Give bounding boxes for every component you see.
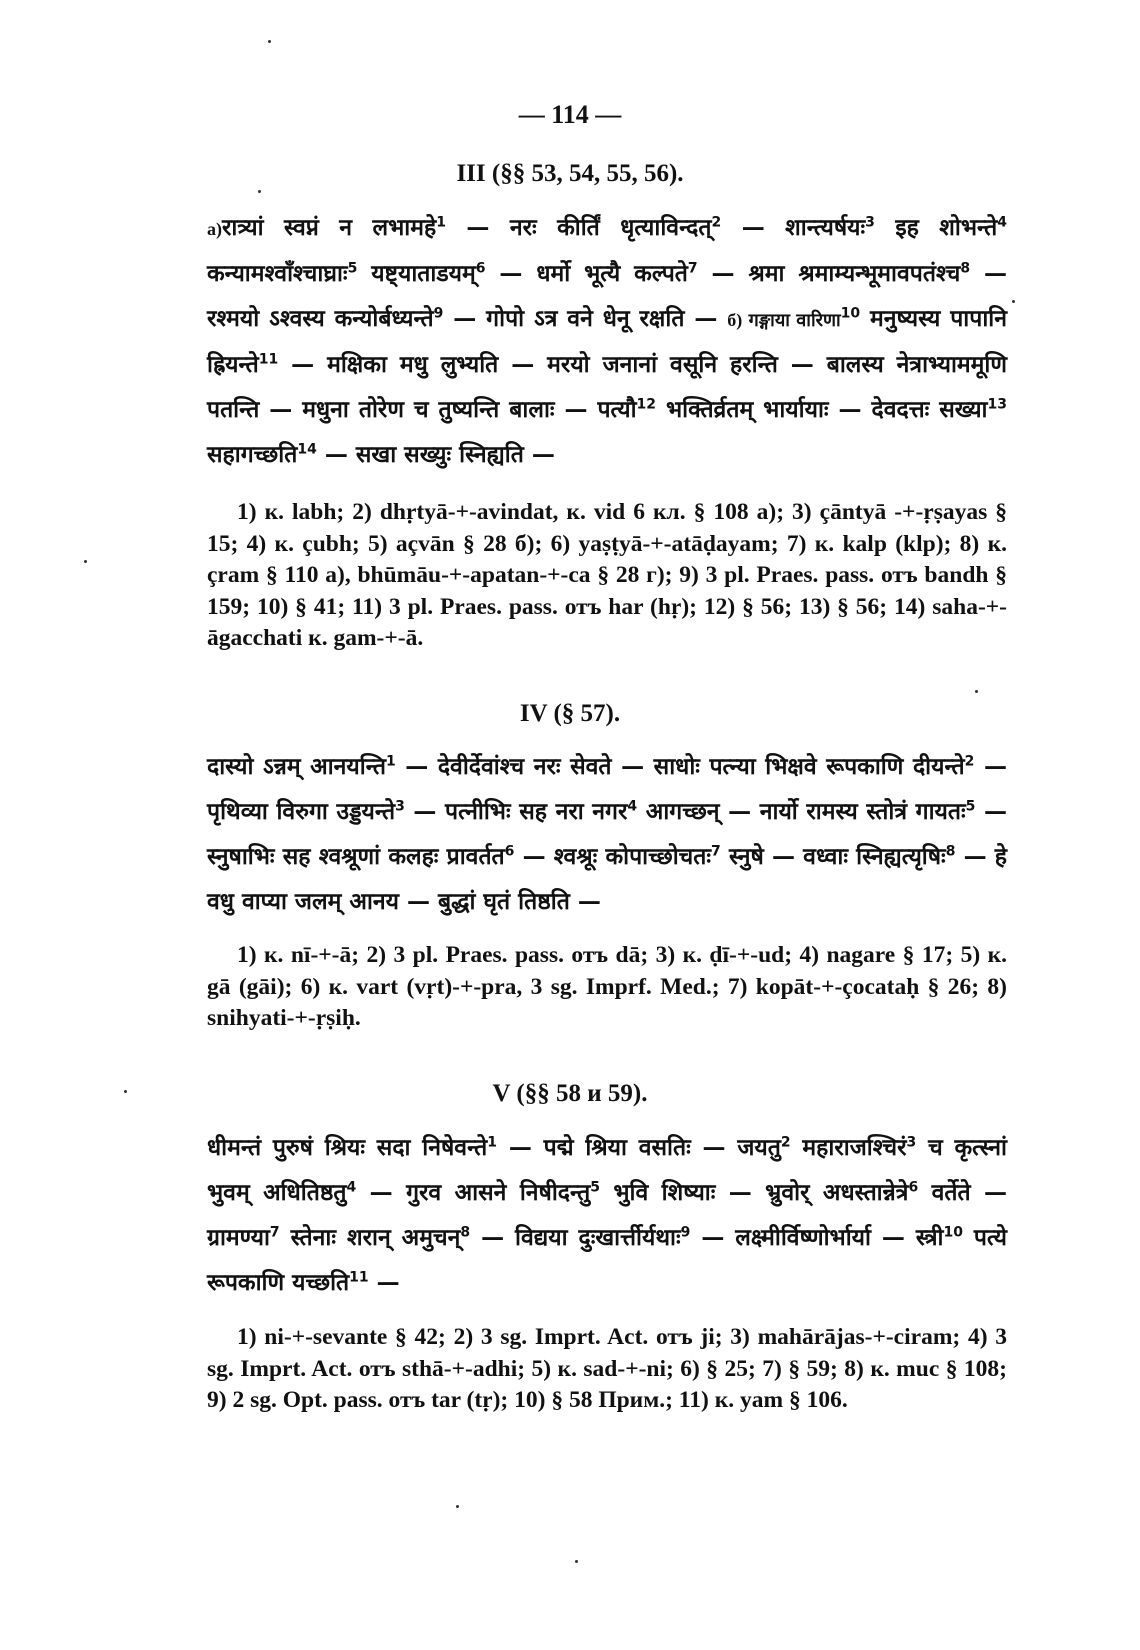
scan-speck — [575, 1560, 578, 1563]
section-iv-exercise-text: दास्यो ऽन्नम् आनयन्ति$^1$ — देवीर्देवांश्च नरः सेवते — साधोः पत्न्या भिक्षवे रूपकाणि दीयन्ते$^2$ — पृथिव्या विरुगा उड्डयन्ते$^3$ — पत्नीभिः सह नरा नगर$^4$ आगच्छन् — नार्यो रामस्य स्तोत्रं गायतः$^5$ — स्नुषाभिः सह श्वश्रूणां कलहः प्रावर्तत$^6$ — श्वश्रूः कोपाच्छोचतः$^7$ स्नुषे — वध्वाः स्निह्यत्यृषिः$^8$ — हे वधु वाप्या जलम् आनय — बुद्धां घृतं तिष्ठति — — [207, 753, 1008, 915]
section-iii-exercise-text: a)रात्र्यां स्वप्नं न लभामहे$^1$ — नरः कीर्तिं धृत्याविन्दत्$^2$ — शान्त्यर्षयः$^3$ इह शोभन्ते$^4$ कन्यामश्वाँश्चाघ्राः$^5$ यष्ट्याताडयम्$^6$ — धर्मो भूत्यै कल्पते$^7$ — श्रमा श्रमाम्यन्भूमावपतंश्च$^8$ — रश्मयो ऽश्वस्य कन्योर्बध्यन्ते$^9$ — गोपो ऽत्र वने धेनू रक्षति — б) गङ्गाया वारिणा$^{10}$ मनुष्यस्य पापानि ह्रियन्ते$^{11}$ — मक्षिका मधु लुभ्यति — मरयो जनानां वसूनि हरन्ति — बालस्य नेत्राभ्याममूणि पतन्ति — मधुना तोरेण च तुष्यन्ति बालाः — पत्यौ$^{12}$ भक्तिर्व्रतम् भार्यायाः — देवदत्तः सख्या$^{13}$ सहागच्छति$^{14}$ — सखा सख्युः स्निह्यति — — [207, 214, 1008, 468]
scan-speck — [268, 40, 271, 43]
exercise-label: a) — [207, 219, 222, 239]
section-iii-footnotes: 1) к. labh; 2) dhṛtyā-+-avindat, к. vid 6 кл. § 108 a); 3) çāntyā -+-ṛṣayas § 15; 4) к. çubh; 5) açvān § 28 б); 6) yaṣṭyā-+-atāḍayam; 7) к. kalp (klp); 8) к. çram § 110 a), bhūmāu-+-apatan-+-ca § 28 г); 9) 3 pl. Praes. pass. отъ bandh § 159; 10) § 41; 11) 3 pl. Praes. pass. отъ har (hṛ); 12) § 56; 13) § 56; 14) saha-+-āgacchati к. gam-+-ā. — [207, 499, 1007, 651]
scan-speck — [258, 190, 261, 193]
page-number: — 114 — — [518, 100, 622, 129]
scan-speck — [84, 560, 87, 563]
scan-speck — [456, 1505, 459, 1508]
section-heading-v: V (§§ 58 и 59). — [492, 1080, 648, 1107]
scan-speck — [975, 690, 978, 693]
scan-speck — [1012, 300, 1015, 303]
section-v-footnotes: 1) ni-+-sevante § 42; 2) 3 sg. Imprt. Act. отъ ji; 3) mahārājas-+-ciram; 4) 3 sg. Imprt. Act. отъ sthā-+-adhi; 5) к. sad-+-ni; 6) § 25; 7) § 59; 8) к. muc § 108; 9) 2 sg. Opt. pass. отъ tar (tṛ); 10) § 58 Прим.; 11) к. yam § 106. — [207, 1324, 1007, 1413]
section-heading-iii: III (§§ 53, 54, 55, 56). — [456, 160, 684, 187]
section-heading-iv: IV (§ 57). — [519, 700, 621, 727]
section-iv-footnotes: 1) к. nī-+-ā; 2) 3 pl. Praes. pass. отъ dā; 3) к. ḍī-+-ud; 4) nagare § 17; 5) к. gā (gāi); 6) к. vart (vṛt)-+-pra, 3 sg. Imprf. Med.; 7) kopāt-+-çocataḥ § 26; 8) snihyati-+-ṛṣiḥ. — [207, 942, 1007, 1031]
section-v-exercise-text: धीमन्तं पुरुषं श्रियः सदा निषेवन्ते$^1$ — पद्मे श्रिया वसतिः — जयतु$^2$ महाराजश्चिरं$^3$ च कृत्स्नां भुवम् अधितिष्ठतु$^4$ — गुरव आसने निषीदन्तु$^5$ भुवि शिष्याः — भ्रुवोर् अधस्तान्नेत्रे$^6$ वर्तेते — ग्रामण्या$^7$ स्तेनाः शरान् अमुचन्$^8$ — विद्यया दुःखार्त्तीर्यथाः$^9$ — लक्ष्मीर्विष्णोर्भार्या — स्त्री$^{10}$ पत्ये रूपकाणि यच्छति$^{11}$ — — [207, 1134, 1008, 1296]
